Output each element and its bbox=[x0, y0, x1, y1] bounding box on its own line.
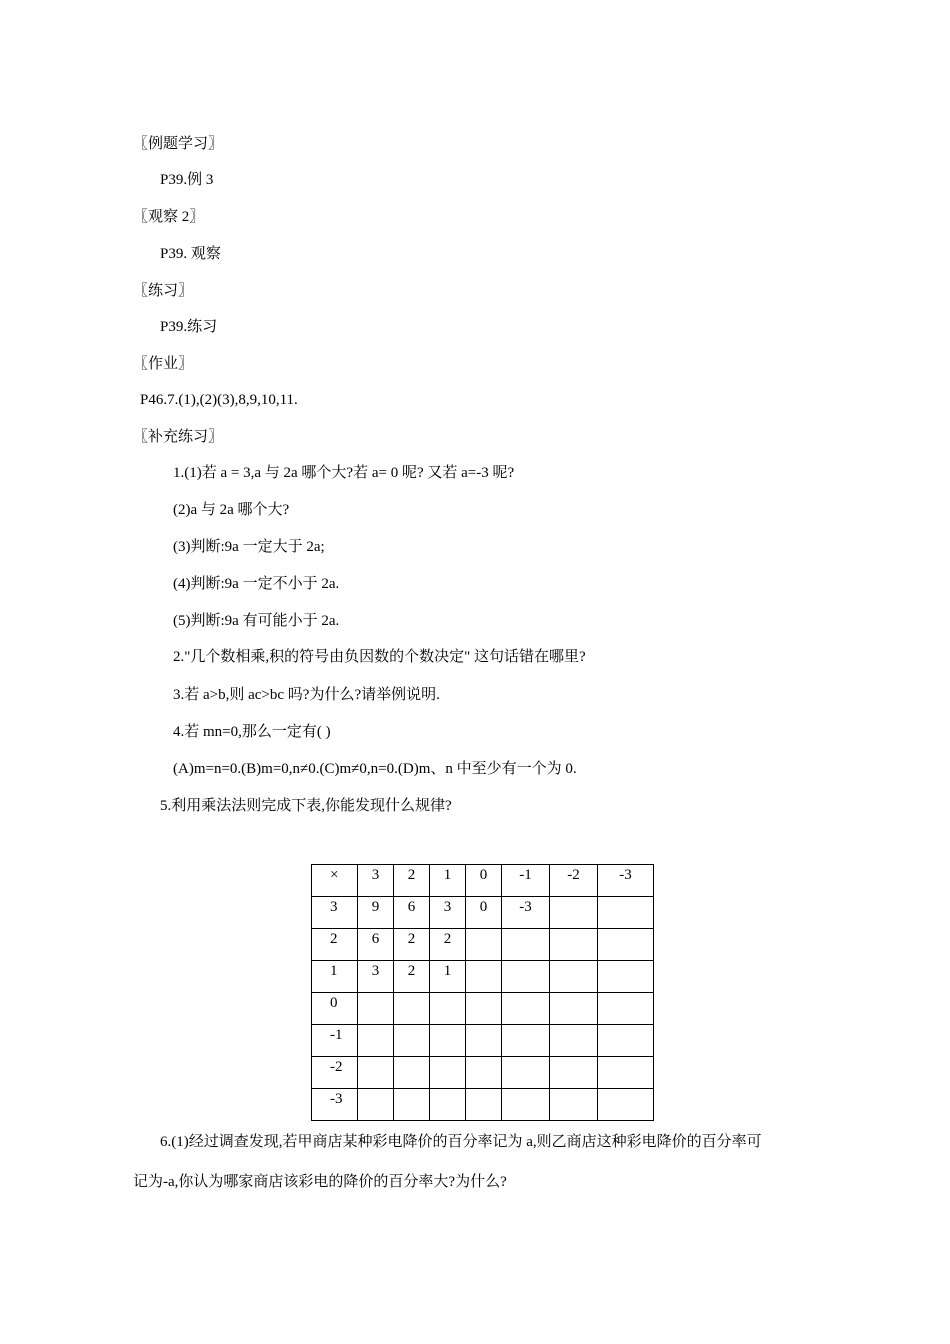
table-cell bbox=[598, 929, 654, 961]
multiplication-table bbox=[311, 864, 654, 1121]
exercise-1-3: (3)判断:9a 一定大于 2a; bbox=[173, 539, 325, 555]
table-cell: 6 bbox=[358, 929, 394, 961]
table-cell bbox=[502, 1057, 550, 1089]
table-row-header: -3 bbox=[312, 1089, 358, 1121]
table-cell bbox=[394, 1089, 430, 1121]
table-header-row bbox=[312, 865, 654, 897]
observe-text: P39. 观察 bbox=[160, 246, 221, 262]
table-header-cell: -2 bbox=[550, 865, 598, 897]
table-cell bbox=[394, 1057, 430, 1089]
table-row bbox=[312, 993, 654, 1025]
table-cell bbox=[550, 993, 598, 1025]
table-cell: 2 bbox=[394, 929, 430, 961]
table-header-cell: 3 bbox=[358, 865, 394, 897]
table-cell bbox=[502, 961, 550, 993]
table-header-cell: 2 bbox=[394, 865, 430, 897]
homework-heading: 〖作业〗 bbox=[133, 356, 194, 372]
table-header-cell: 1 bbox=[430, 865, 466, 897]
table-cell bbox=[550, 1025, 598, 1057]
table-cell bbox=[466, 1057, 502, 1089]
table-cell bbox=[502, 1025, 550, 1057]
homework-text: P46.7.(1),(2)(3),8,9,10,11. bbox=[140, 392, 298, 408]
table-cell bbox=[550, 1057, 598, 1089]
practice-text: P39.练习 bbox=[160, 319, 218, 335]
exercise-3: 3.若 a>b,则 ac>bc 吗?为什么?请举例说明. bbox=[173, 687, 440, 703]
table-cell bbox=[502, 929, 550, 961]
table-header-cell: -3 bbox=[598, 865, 654, 897]
table-cell bbox=[466, 961, 502, 993]
table-cell bbox=[598, 993, 654, 1025]
table-row bbox=[312, 1025, 654, 1057]
table-header-cell: × bbox=[312, 865, 358, 897]
table-cell: 0 bbox=[466, 897, 502, 929]
table-cell bbox=[358, 1089, 394, 1121]
table-cell bbox=[598, 961, 654, 993]
table-row-header: 2 bbox=[312, 929, 358, 961]
table-cell: -3 bbox=[502, 897, 550, 929]
table-cell bbox=[358, 993, 394, 1025]
table-cell bbox=[550, 929, 598, 961]
table-cell bbox=[430, 1057, 466, 1089]
table-row-header: -1 bbox=[312, 1025, 358, 1057]
table-row-header: -2 bbox=[312, 1057, 358, 1089]
table-cell bbox=[394, 1025, 430, 1057]
table-row bbox=[312, 961, 654, 993]
exercise-1-4: (4)判断:9a 一定不小于 2a. bbox=[173, 576, 340, 592]
exercise-1-1: 1.(1)若 a = 3,a 与 2a 哪个大?若 a= 0 呢? 又若 a=-3 呢? bbox=[173, 465, 515, 481]
table-cell bbox=[598, 1089, 654, 1121]
exercise-2: 2."几个数相乘,积的符号由负因数的个数决定" 这句话错在哪里? bbox=[173, 649, 586, 665]
table-cell bbox=[358, 1057, 394, 1089]
table-cell bbox=[466, 1025, 502, 1057]
table-row bbox=[312, 1057, 654, 1089]
table-row bbox=[312, 1089, 654, 1121]
table-row-header: 3 bbox=[312, 897, 358, 929]
table-cell bbox=[550, 961, 598, 993]
table-cell bbox=[598, 1057, 654, 1089]
table-cell: 2 bbox=[394, 961, 430, 993]
table-row bbox=[312, 897, 654, 929]
exercise-6-line-1: 6.(1)经过调查发现,若甲商店某种彩电降价的百分率记为 a,则乙商店这种彩电降价的百分率可 bbox=[160, 1134, 762, 1150]
table-cell: 6 bbox=[394, 897, 430, 929]
table-cell: 2 bbox=[430, 929, 466, 961]
table-cell: 9 bbox=[358, 897, 394, 929]
observe-heading: 〖观察 2〗 bbox=[133, 209, 205, 225]
table-cell: 3 bbox=[430, 897, 466, 929]
supplement-heading: 〖补充练习〗 bbox=[133, 429, 224, 445]
example-heading: 〖例题学习〗 bbox=[133, 136, 224, 152]
table-cell bbox=[502, 993, 550, 1025]
table-cell bbox=[550, 897, 598, 929]
table-header-cell: -1 bbox=[502, 865, 550, 897]
exercise-4-options: (A)m=n=0.(B)m=0,n≠0.(C)m≠0,n=0.(D)m、n 中至少有一个为 0. bbox=[173, 761, 577, 777]
exercise-1-2: (2)a 与 2a 哪个大? bbox=[173, 502, 290, 518]
table-cell bbox=[466, 1089, 502, 1121]
table-cell bbox=[466, 993, 502, 1025]
example-text: P39.例 3 bbox=[160, 172, 214, 188]
table-cell bbox=[550, 1089, 598, 1121]
table-cell bbox=[394, 993, 430, 1025]
exercise-1-5: (5)判断:9a 有可能小于 2a. bbox=[173, 613, 340, 629]
table-cell: 1 bbox=[430, 961, 466, 993]
table-row-header: 0 bbox=[312, 993, 358, 1025]
exercise-4: 4.若 mn=0,那么一定有( ) bbox=[173, 724, 331, 740]
practice-heading: 〖练习〗 bbox=[133, 283, 194, 299]
table-cell bbox=[598, 897, 654, 929]
table-cell: 3 bbox=[358, 961, 394, 993]
table-header-cell: 0 bbox=[466, 865, 502, 897]
table-cell bbox=[430, 1025, 466, 1057]
table-cell bbox=[466, 929, 502, 961]
exercise-5: 5.利用乘法法则完成下表,你能发现什么规律? bbox=[160, 798, 452, 814]
table-cell bbox=[430, 1089, 466, 1121]
table-cell bbox=[598, 1025, 654, 1057]
table-cell bbox=[358, 1025, 394, 1057]
exercise-6-line-2: 记为-a,你认为哪家商店该彩电的降价的百分率大?为什么? bbox=[133, 1174, 507, 1190]
table-cell bbox=[502, 1089, 550, 1121]
table-row-header: 1 bbox=[312, 961, 358, 993]
table-row bbox=[312, 929, 654, 961]
table-cell bbox=[430, 993, 466, 1025]
